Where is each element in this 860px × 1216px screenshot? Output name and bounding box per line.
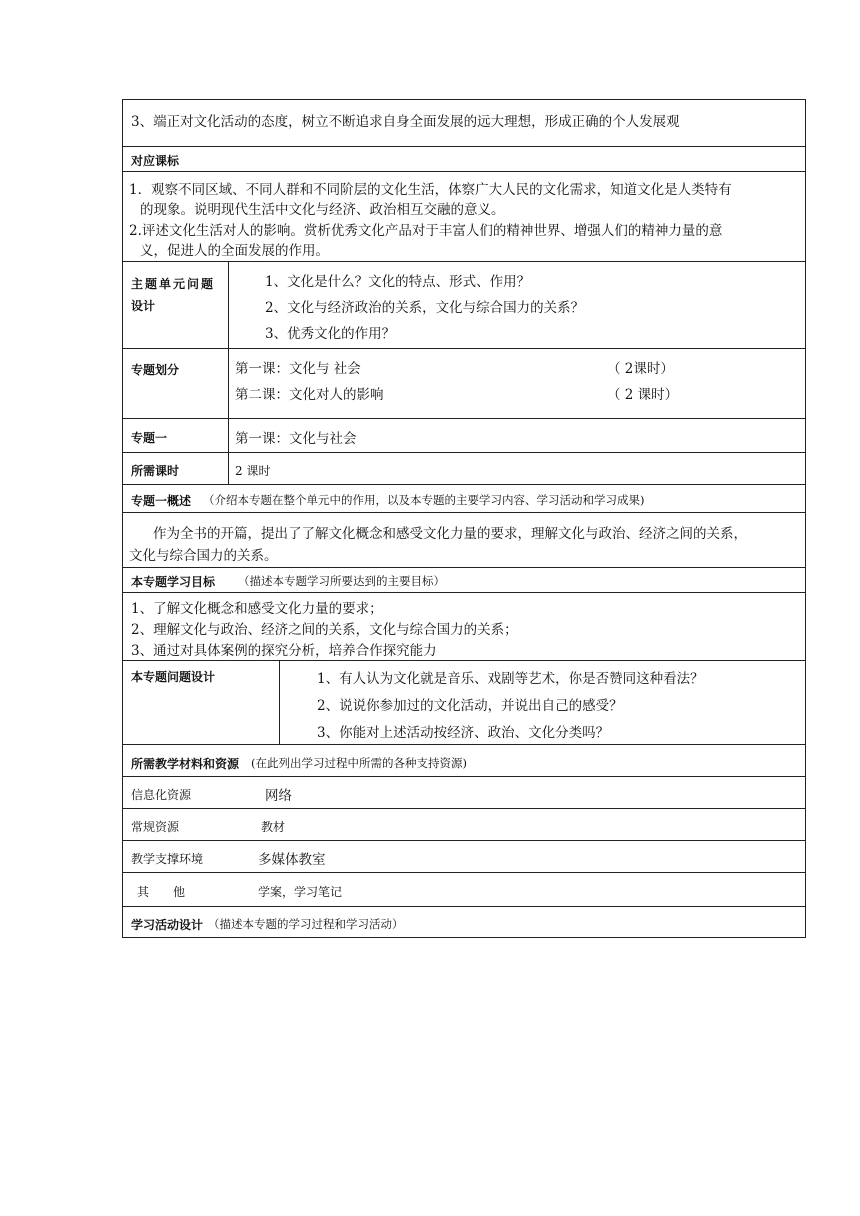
hours-label: 所需课时 xyxy=(131,464,180,478)
unit-questions-label-b: 设计 xyxy=(131,299,156,313)
resource-row-4 xyxy=(122,873,806,907)
resource-row-2 xyxy=(122,809,806,841)
goal-3-text: 3、端正对文化活动的态度，树立不断追求自身全面发展的远大理想，形成正确的个人发展观 xyxy=(131,114,680,130)
resource-row-3 xyxy=(122,841,806,873)
resource-1-label: 信息化资源 xyxy=(131,788,192,802)
activities-header-row xyxy=(122,907,806,938)
resource-3-label: 教学支撑环境 xyxy=(131,852,204,866)
topic-question-2: 2、说说你参加过的文化活动，并说出自己的感受？ xyxy=(317,698,623,714)
standards-header-row xyxy=(122,147,806,172)
objective-3: 3、通过对具体案例的探究分析，培养合作探究能力 xyxy=(131,643,437,659)
topic-question-3: 3、你能对上述活动按经济、政治、文化分类吗？ xyxy=(317,725,610,741)
division-label: 专题划分 xyxy=(131,363,180,377)
topic-questions-label-cell xyxy=(123,661,280,744)
overview-title: 专题一概述 xyxy=(131,494,192,508)
activities-title: 学习活动设计 xyxy=(131,918,204,932)
resources-header-row xyxy=(122,745,806,777)
objective-1: 1、了解文化概念和感受文化力量的要求； xyxy=(131,601,383,617)
lesson-1-title: 第一课：文化与 社会 xyxy=(235,361,361,377)
topic-1-value: 第一课：文化与社会 xyxy=(235,431,357,447)
overview-content-row xyxy=(122,513,806,568)
hours-label-cell xyxy=(123,453,229,484)
unit-questions-row xyxy=(122,262,806,349)
hours-cell xyxy=(229,453,805,484)
standards-title: 对应课标 xyxy=(131,154,180,168)
unit-question-2: 2、文化与经济政治的关系，文化与综合国力的关系？ xyxy=(265,300,585,316)
topic-questions-cell xyxy=(280,661,805,744)
objectives-title: 本专题学习目标 xyxy=(131,575,216,589)
resources-title: 所需教学材料和资源 xyxy=(131,757,240,771)
topic-1-cell xyxy=(229,419,805,452)
topic-1-label-cell xyxy=(123,419,229,452)
hours-value: 2 课时 xyxy=(235,464,271,478)
goal-3-row xyxy=(122,99,806,147)
division-row xyxy=(122,349,806,419)
standards-line-1b: 的现象。说明现代生活中文化与经济、政治相互交融的意义。 xyxy=(140,202,505,218)
hours-row xyxy=(122,453,806,485)
objectives-content-row xyxy=(122,593,806,661)
topic-questions-label: 本专题问题设计 xyxy=(131,670,216,684)
topic-1-label: 专题一 xyxy=(131,431,168,445)
objective-2: 2、理解文化与政治、经济之间的关系，文化与综合国力的关系； xyxy=(131,622,518,638)
division-cell xyxy=(229,349,805,418)
resource-2-value: 教材 xyxy=(261,820,286,834)
resources-note: (在此列出学习过程中所需的各种支持资源) xyxy=(251,756,467,770)
topic-1-row xyxy=(122,419,806,453)
lesson-2-hours: （ 2 课时） xyxy=(607,387,679,403)
resource-row-1 xyxy=(122,777,806,809)
standards-content-row xyxy=(122,172,806,262)
overview-header-row xyxy=(122,485,806,513)
lesson-plan-table xyxy=(122,99,806,938)
unit-questions-cell xyxy=(229,262,805,348)
resource-4-label: 其 他 xyxy=(137,885,186,899)
unit-question-1: 1、文化是什么？文化的特点、形式、作用？ xyxy=(265,274,531,290)
resource-2-label: 常规资源 xyxy=(131,820,180,834)
unit-questions-label-cell xyxy=(123,262,229,348)
standards-line-2b: 义，促进人的全面发展的作用。 xyxy=(140,243,329,259)
overview-text-b: 文化与综合国力的关系。 xyxy=(129,548,278,564)
overview-text-a: 作为全书的开篇，提出了了解文化概念和感受文化力量的要求，理解文化与政治、经济之间的关系， xyxy=(153,526,747,542)
objectives-note: （描述本专题学习所要达到的主要目标） xyxy=(238,574,445,588)
topic-question-1: 1、有人认为文化就是音乐、戏剧等艺术，你是否赞同这种看法？ xyxy=(317,671,704,687)
unit-questions-label-a: 主题单元问题 xyxy=(131,277,216,291)
overview-note: （介绍本专题在整个单元中的作用，以及本专题的主要学习内容、学习活动和学习成果) xyxy=(203,493,645,507)
unit-question-3: 3、优秀文化的作用？ xyxy=(265,326,396,342)
standards-line-1a: 1．观察不同区域、不同人群和不同阶层的文化生活，体察广大人民的文化需求，知道文化是人类特有 xyxy=(129,182,732,198)
objectives-header-row xyxy=(122,568,806,593)
lesson-2-title: 第二课：文化对人的影响 xyxy=(235,387,384,403)
division-label-cell xyxy=(123,349,229,418)
activities-note: （描述本专题的学习过程和学习活动） xyxy=(208,917,404,931)
lesson-1-hours: （ 2课时） xyxy=(607,361,674,377)
resource-4-value: 学案，学习笔记 xyxy=(258,885,343,899)
topic-questions-row xyxy=(122,661,806,745)
resource-3-value: 多媒体教室 xyxy=(258,852,326,868)
standards-line-2a: 2.评述文化生活对人的影响。赏析优秀文化产品对于丰富人们的精神世界、增强人们的精神力量的意 xyxy=(129,223,723,239)
resource-1-value: 网络 xyxy=(265,788,292,804)
